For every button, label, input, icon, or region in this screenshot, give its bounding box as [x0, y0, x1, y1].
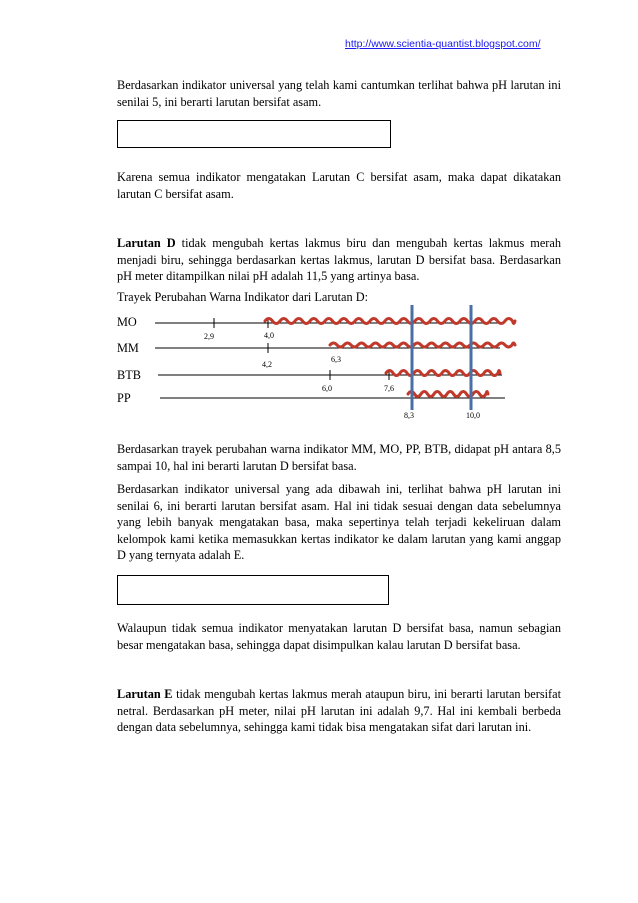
tick-label-pp-low: 8,3 — [404, 411, 414, 420]
paragraph-conclusion-c: Karena semua indikator mengatakan Larutan C bersifat asam, maka dapat dikatakan larutan C bersifat asam. — [117, 170, 561, 201]
tick-label-btb-low: 6,0 — [322, 384, 332, 393]
indicator-label-mm: MM — [117, 341, 139, 355]
paragraph-universal-indicator-d: Berdasarkan indikator universal yang ada dibawah ini, terlihat bahwa pH larutan ini senilai 6, ini berarti larutan bersifat asam. Hal ini tidak sesuai dengan data sebelumnya yang lebih banyak mengatakan basa, maka sepertinya telah terjadi kekeliruan dalam kelompok kami ketika memasukkan kertas indikator ke dalam larutan yang kami anggap D yang ternyata adalah E. — [117, 482, 561, 562]
indicator-label-pp: PP — [117, 391, 131, 405]
header-url-link[interactable]: http://www.scientia-quantist.blogspot.com/ — [345, 38, 541, 50]
indicator-label-mo: MO — [117, 315, 137, 329]
indicator-label-btb: BTB — [117, 368, 141, 382]
solution-d-label: Larutan D — [117, 236, 176, 250]
universal-indicator-image-box-d — [117, 575, 389, 605]
wave-mark-pp — [408, 392, 488, 397]
paragraph-solution-e — [117, 686, 561, 736]
tick-label-mm-high: 6,3 — [331, 355, 341, 364]
paragraph-universal-indicator-c: Berdasarkan indikator universal yang telah kami cantumkan terlihat bahwa pH larutan ini senilai 5, ini berarti larutan bersifat asam. — [117, 78, 561, 109]
wave-mark-mm — [330, 343, 515, 347]
tick-label-mo-high: 4,0 — [264, 331, 274, 340]
solution-e-text: tidak mengubah kertas lakmus merah ataupun biru, ini berarti larutan bersifat netral. Berdasarkan pH meter, nilai pH larutan ini adalah 9,7. Hal ini kembali berbeda dengan data sebelumnya, sehingga kami tidak bisa mengatakan sifat dari larutan ini. — [117, 687, 561, 734]
tick-label-mo-low: 2,9 — [204, 332, 214, 341]
paragraph-range-title: Trayek Perubahan Warna Indikator dari Larutan D: — [117, 290, 369, 304]
tick-label-pp-high: 10,0 — [466, 411, 480, 420]
paragraph-conclusion-d: Walaupun tidak semua indikator menyatakan larutan D bersifat basa, namun sebagian besar mengatakan basa, sehingga dapat disimpulkan kalau larutan D bersifat basa. — [117, 621, 561, 652]
solution-e-label: Larutan E — [117, 687, 173, 701]
tick-label-mm-low: 4,2 — [262, 360, 272, 369]
paragraph-range-conclusion: Berdasarkan trayek perubahan warna indikator MM, MO, PP, BTB, didapat pH antara 8,5 sampai 10, hal ini berarti larutan D bersifat basa. — [117, 442, 561, 473]
solution-d-text: tidak mengubah kertas lakmus biru dan mengubah kertas lakmus merah menjadi biru, sehingga berdasarkan kertas lakmus, larutan D bersifat basa. Berdasarkan pH meter ditampilkan nilai pH adalah 11,5 yang artinya basa. — [117, 236, 561, 283]
tick-label-btb-high: 7,6 — [384, 384, 394, 393]
